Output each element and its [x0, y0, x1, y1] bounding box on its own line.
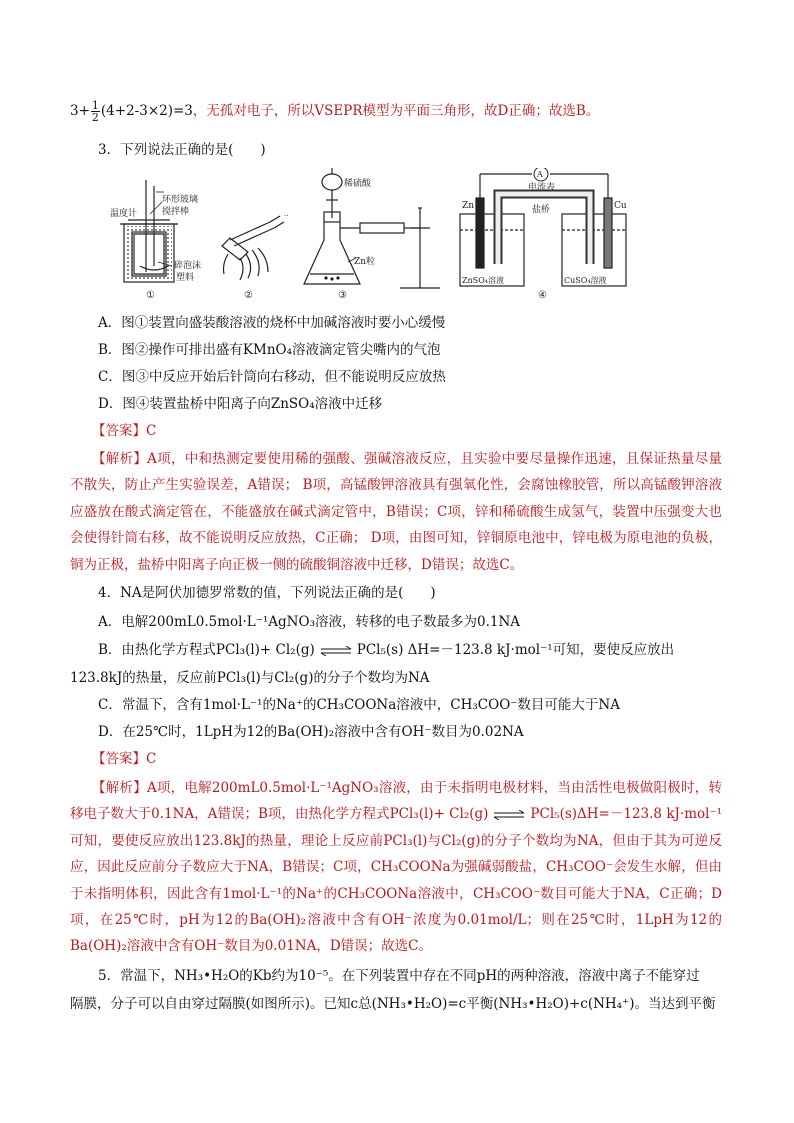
label-salt-bridge: 盐桥 [532, 205, 551, 215]
q4-analysis-text2: 可知，要使反应放出123.8kJ的热量，理论上反应前PCl₃(l)与Cl₂(g)的分子个数均为NA，但由于其为可逆反应，因此反应前分子数应大于NA，B错误；C项，CH₃COONa为强碱弱酸盐，CH₃COO⁻会发生水解，但由于未指明体积，因此含有1mol·L⁻¹的Na⁺的CH₃COONa溶液中，CH₃COO⁻数目可能大于NA，C正确；D项，在25℃时，pH为12的Ba(OH)₂溶液中含有OH⁻浓度为0.01mol/L；则在25℃时，1LpH为12的Ba(OH)₂溶液中含有OH⁻数目为0.01NA，D错误；故选C。 [70, 832, 722, 955]
q3-option-a: A．图①装置向盛装酸溶液的烧杯中加碱溶液时要小心缓慢 [98, 315, 446, 331]
q4-analysis-part1 [70, 775, 722, 960]
equilibrium-arrow-icon [492, 810, 526, 820]
label-znso4: ZnSO₄溶液 [462, 276, 504, 285]
fraction-numerator: 1 [91, 99, 99, 112]
flask-syringe-figure [304, 168, 440, 288]
q4-stem: 4．NA是阿伏加德罗常数的值，下列说法正确的是( ) [98, 585, 436, 601]
label-cu-electrode: Cu [614, 201, 627, 211]
label-ammeter: 电流表 [528, 183, 556, 193]
q3-option-c: C．图③中反应开始后针筒向右移动，但不能说明反应放热 [98, 369, 446, 385]
label-stirrer-1: 环形玻璃 [162, 195, 199, 205]
q4-option-d: D．在25℃时，1LpH为12的Ba(OH)₂溶液中含有OH⁻数目为0.02NA [98, 724, 524, 740]
q3-option-b: B．图②操作可排出盛有KMnO₄溶液滴定管尖嘴内的气泡 [98, 342, 441, 358]
apparatus-diagram [110, 168, 630, 304]
q3-figure [110, 168, 630, 304]
q4-option-b-line1 [98, 640, 674, 660]
fraction-denominator: 2 [91, 111, 99, 124]
fig2-number: ② [244, 290, 253, 301]
q4-answer: 【答案】C [92, 751, 157, 767]
q3-option-d: D．图④装置盐桥中阳离子向ZnSO₄溶液中迁移 [98, 396, 383, 412]
fig1-number: ① [146, 290, 155, 301]
label-acid: 稀硫酸 [344, 179, 372, 189]
conclusion-text: ，无孤对电子，所以VSEPR模型为平面三角形，故D正确；故选B。 [192, 103, 600, 119]
q5-line2: 隔膜，分子可以自由穿过隔膜(如图所示)。已知c总(NH₃•H₂O)=c平衡(NH₃•H₂O)+c(NH₄⁺)。当达到平衡 [70, 996, 716, 1012]
label-cuso4: CuSO₄溶液 [564, 276, 607, 285]
label-foam-1: 碎泡沫 [174, 261, 202, 271]
q4-analysis-text1b: PCl₅(s)ΔH=－123.8 kJ·mol⁻¹ [530, 806, 722, 823]
q3-analysis: 【解析】A项，中和热测定要使用稀的强酸、强碱溶液反应，且实验中要尽量操作迅速，且保证热量尽量不散失，防止产生实验误差，A错误； B项，高锰酸钾溶液具有强氧化性，会腐蚀橡胶管，所以高锰酸钾溶液应盛放在酸式滴定管在，不能盛放在碱式滴定管中，B错误；C项，锌和稀硫酸生成氢气，装置中压强变大也会使得针筒右移，故不能说明反应放热，C正确； D项，由图可知，锌铜原电池中，锌电极为原电池的负极，铜为正极，盐桥中阳离子向正极一侧的硫酸铜溶液中迁移，D错误；故选C。 [70, 451, 722, 573]
q4-option-c: C．常温下，含有1mol·L⁻¹的Na⁺的CH₃COONa溶液中，CH₃COO⁻数目可能大于NA [98, 697, 620, 713]
expr-rest: (4+2-3×2)=3 [100, 103, 193, 119]
ammeter-symbol: A [537, 170, 543, 179]
expr-prefix: 3+ [70, 103, 90, 119]
equilibrium-arrow-icon [319, 646, 353, 656]
fraction [91, 100, 100, 123]
q3-stem: 3．下列说法正确的是( ) [98, 142, 266, 158]
q3-answer: 【答案】C [92, 423, 157, 439]
q4-option-b-part2: PCl₅(s) ΔH=－123.8 kJ·mol⁻¹可知，要使反应放出 [356, 642, 675, 658]
q4-option-b-line2: 123.8kJ的热量，反应前PCl₃(l)与Cl₂(g)的分子个数均为NA [70, 670, 430, 686]
previous-answer-line [70, 100, 599, 123]
label-zn-electrode: Zn [462, 201, 475, 211]
label-stirrer-2: 搅拌棒 [162, 207, 190, 217]
q4-analysis-text1: 【解析】A项，电解200mL0.5mol·L⁻¹AgNO₃溶液，由于未指明电极材料，当由活性电极做阳极时，转移电子数大于0.1NA，A错误；B项，由热化学方程式PCl₃(l)+ Cl₂(g) [70, 780, 722, 823]
q4-option-b-part1: B．由热化学方程式PCl₃(l)+ Cl₂(g) [98, 642, 315, 658]
fig4-number: ④ [538, 290, 547, 301]
fig3-number: ③ [338, 290, 347, 301]
label-thermometer: 温度计 [110, 209, 138, 219]
label-foam-2: 塑料 [176, 273, 195, 283]
buret-figure [222, 216, 284, 280]
label-zn-granules: Zn粒 [354, 257, 376, 267]
svg-text:··: ·· [284, 212, 289, 220]
q4-option-a: A．电解200mL0.5mol·L⁻¹AgNO₃溶液，转移的电子数最多为0.1NA [98, 614, 521, 630]
q5-line1: 5．常温下，NH₃•H₂O的Kb约为10⁻⁵。在下列装置中存在不同pH的两种溶液，溶液中离子不能穿过 [98, 968, 700, 984]
